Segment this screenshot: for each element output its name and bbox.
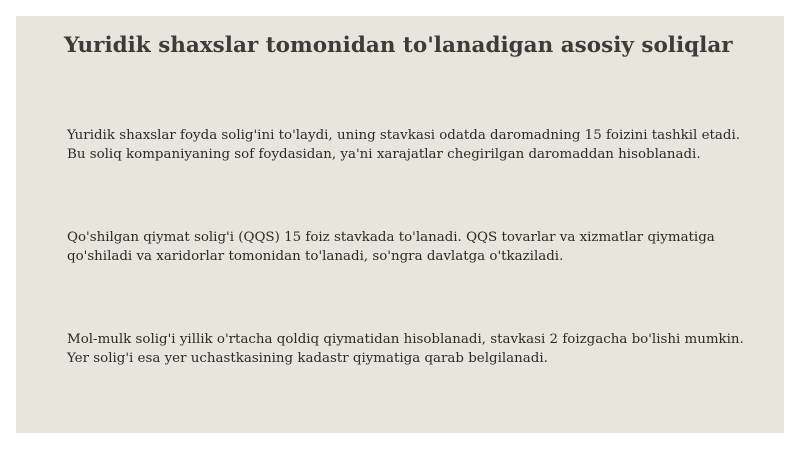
paragraph-vat: Qo'shilgan qiymat solig'i (QQS) 15 foiz stavkada to'lanadi. QQS tovarlar va xizmatlar qiymatiga qo'shiladi va xaridorlar tomonidan to'lanadi, so'ngra davlatga o'tkaziladi. (67, 230, 715, 264)
slide (16, 16, 784, 433)
paragraph-property-tax: Mol-mulk solig'i yillik o'rtacha qoldiq qiymatidan hisoblanadi, stavkasi 2 foizgacha bo'lishi mumkin. Yer solig'i esa yer uchastkasining kadastr qiymatiga qarab belgilanadi. (67, 332, 744, 366)
paragraph-profit-tax: Yuridik shaxslar foyda solig'ini to'laydi, uning stavkasi odatda daromadning 15 foizini tashkil etadi. Bu soliq kompaniyaning sof foydasidan, ya'ni xarajatlar chegirilgan daromaddan hisoblanadi. (67, 128, 740, 162)
slide-title: Yuridik shaxslar tomonidan to'lanadigan asosiy soliqlar (64, 33, 733, 58)
